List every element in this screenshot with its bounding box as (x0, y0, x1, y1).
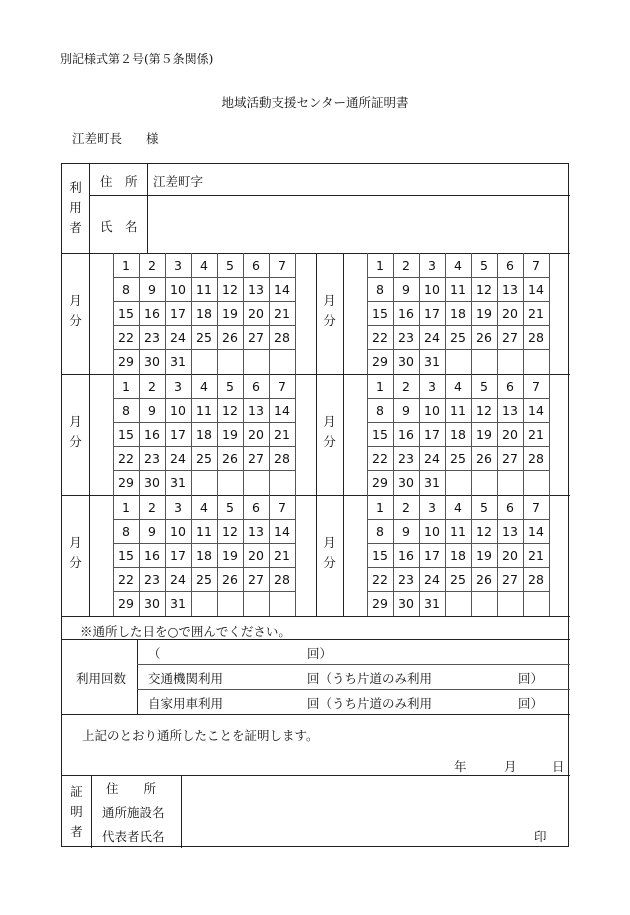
day-cell[interactable]: 11 (196, 403, 212, 418)
day-cell[interactable]: 6 (252, 379, 260, 394)
day-cell[interactable]: 12 (222, 524, 238, 539)
day-cell[interactable]: 7 (278, 258, 286, 273)
day-cell[interactable]: 31 (424, 354, 440, 369)
day-cell[interactable]: 14 (528, 524, 544, 539)
day-cell[interactable]: 6 (506, 258, 514, 273)
day-cell[interactable]: 10 (170, 403, 186, 418)
day-cell[interactable]: 2 (148, 500, 156, 515)
day-cell[interactable]: 7 (278, 379, 286, 394)
day-cell[interactable]: 12 (222, 403, 238, 418)
day-cell[interactable]: 20 (248, 306, 264, 321)
day-cell[interactable]: 31 (424, 475, 440, 490)
certifier-representative-label: 代表者氏名 (102, 829, 165, 844)
day-cell[interactable]: 30 (398, 596, 414, 611)
day-cell[interactable]: 14 (274, 282, 290, 297)
day-cell[interactable]: 25 (196, 451, 212, 466)
day-cell[interactable]: 17 (424, 548, 440, 563)
day-cell[interactable]: 5 (480, 258, 488, 273)
certifier-address-label: 住 所 (106, 781, 157, 796)
day-cell[interactable]: 16 (398, 306, 414, 321)
calendar-area (62, 164, 570, 848)
document-title: 地域活動支援センター通所証明書 (221, 95, 409, 110)
month-label-5[interactable]: 月 分 (69, 535, 82, 570)
usage-row-total-left: （ (148, 646, 161, 661)
day-cell[interactable]: 28 (528, 572, 544, 587)
day-cell[interactable]: 4 (200, 500, 208, 515)
day-cell[interactable]: 15 (118, 306, 134, 321)
day-cell[interactable]: 29 (118, 475, 134, 490)
month-label-4[interactable]: 月 分 (323, 414, 336, 449)
day-cell[interactable]: 25 (450, 451, 466, 466)
day-cell[interactable]: 27 (502, 572, 518, 587)
day-cell[interactable]: 24 (424, 330, 440, 345)
day-cell[interactable]: 21 (274, 427, 290, 442)
day-cell[interactable]: 31 (170, 596, 186, 611)
certificate-form-table (61, 163, 569, 847)
day-cell[interactable]: 19 (476, 548, 492, 563)
day-cell[interactable]: 5 (226, 500, 234, 515)
day-cell[interactable]: 3 (174, 379, 182, 394)
month-label-2[interactable]: 月 分 (323, 293, 336, 328)
day-cell[interactable]: 25 (196, 572, 212, 587)
day-cell[interactable]: 12 (222, 282, 238, 297)
day-cell[interactable]: 4 (200, 379, 208, 394)
day-cell[interactable]: 6 (252, 500, 260, 515)
day-cell[interactable]: 2 (148, 258, 156, 273)
day-cell[interactable]: 14 (274, 524, 290, 539)
day-cell[interactable]: 23 (398, 572, 414, 587)
date-year: 年 (454, 759, 467, 774)
addressee-suffix: 様 (146, 131, 159, 146)
month-label-3[interactable]: 月 分 (69, 414, 82, 449)
day-cell[interactable]: 9 (148, 524, 156, 539)
day-cell[interactable]: 5 (226, 379, 234, 394)
day-cell[interactable]: 2 (402, 258, 410, 273)
day-cell[interactable]: 25 (450, 572, 466, 587)
day-cell[interactable]: 8 (376, 403, 384, 418)
day-cell[interactable]: 30 (144, 475, 160, 490)
day-cell[interactable]: 20 (502, 548, 518, 563)
day-cell[interactable]: 9 (402, 282, 410, 297)
day-cell[interactable]: 18 (450, 306, 466, 321)
day-cell[interactable]: 20 (248, 427, 264, 442)
day-cell[interactable]: 27 (502, 330, 518, 345)
day-cell[interactable]: 21 (528, 427, 544, 442)
day-cell[interactable]: 10 (424, 403, 440, 418)
day-cell[interactable]: 16 (144, 427, 160, 442)
day-cell[interactable]: 6 (506, 379, 514, 394)
usage-count-label: 利用回数 (76, 671, 127, 686)
day-cell[interactable]: 5 (480, 379, 488, 394)
day-cell[interactable]: 3 (428, 500, 436, 515)
day-cell[interactable]: 2 (148, 379, 156, 394)
day-cell[interactable]: 7 (532, 258, 540, 273)
day-cell[interactable]: 8 (376, 524, 384, 539)
day-cell[interactable]: 2 (402, 379, 410, 394)
day-cell[interactable]: 11 (450, 403, 466, 418)
day-cell[interactable]: 21 (274, 306, 290, 321)
day-cell[interactable]: 11 (196, 524, 212, 539)
day-cell[interactable]: 15 (372, 427, 388, 442)
day-cell[interactable]: 23 (144, 451, 160, 466)
day-cell[interactable]: 16 (398, 427, 414, 442)
day-cell[interactable]: 19 (222, 306, 238, 321)
day-cell[interactable]: 18 (196, 427, 212, 442)
seal-mark: 印 (534, 829, 547, 844)
day-cell[interactable]: 7 (532, 500, 540, 515)
day-cell[interactable]: 29 (118, 596, 134, 611)
day-cell[interactable]: 15 (118, 548, 134, 563)
day-cell[interactable]: 12 (476, 282, 492, 297)
day-cell[interactable]: 28 (274, 572, 290, 587)
day-cell[interactable]: 27 (248, 451, 264, 466)
day-cell[interactable]: 26 (222, 330, 238, 345)
day-cell[interactable]: 16 (144, 548, 160, 563)
day-cell[interactable]: 15 (372, 306, 388, 321)
day-cell[interactable]: 18 (196, 306, 212, 321)
day-cell[interactable]: 17 (170, 306, 186, 321)
day-cell[interactable]: 2 (402, 500, 410, 515)
day-cell[interactable]: 1 (376, 379, 384, 394)
day-cell[interactable]: 30 (144, 354, 160, 369)
day-cell[interactable]: 5 (226, 258, 234, 273)
day-cell[interactable]: 23 (398, 330, 414, 345)
day-cell[interactable]: 26 (222, 572, 238, 587)
day-cell[interactable]: 24 (170, 572, 186, 587)
day-cell[interactable]: 9 (148, 282, 156, 297)
day-cell[interactable]: 26 (476, 330, 492, 345)
day-cell[interactable]: 24 (170, 330, 186, 345)
day-cell[interactable]: 1 (122, 258, 130, 273)
day-cell[interactable]: 4 (200, 258, 208, 273)
day-cell[interactable]: 28 (274, 330, 290, 345)
day-cell[interactable]: 10 (170, 524, 186, 539)
usage-row-transit-right: 回） (518, 671, 544, 686)
certifier-label: 証 明 者 (70, 784, 83, 839)
day-cell[interactable]: 9 (402, 403, 410, 418)
date-month: 月 (504, 759, 517, 774)
day-cell[interactable]: 30 (398, 354, 414, 369)
day-cell[interactable]: 19 (222, 427, 238, 442)
day-cell[interactable]: 1 (376, 500, 384, 515)
day-cell[interactable]: 31 (424, 596, 440, 611)
usage-row-car-right: 回） (518, 696, 544, 711)
day-cell[interactable]: 13 (502, 524, 518, 539)
day-cell[interactable]: 7 (532, 379, 540, 394)
day-cell[interactable]: 7 (278, 500, 286, 515)
day-cell[interactable]: 10 (424, 524, 440, 539)
day-cell[interactable]: 13 (248, 524, 264, 539)
day-cell[interactable]: 3 (174, 258, 182, 273)
form-number: 別記様式第２号(第５条関係) (60, 52, 214, 66)
day-cell[interactable]: 14 (528, 282, 544, 297)
day-cell[interactable]: 17 (424, 306, 440, 321)
user-address-label: 住 所 (100, 174, 138, 189)
day-cell[interactable]: 26 (476, 451, 492, 466)
day-cell[interactable]: 28 (528, 330, 544, 345)
day-cell[interactable]: 25 (196, 330, 212, 345)
usage-row-car-left: 自家用車利用 (148, 696, 224, 711)
day-cell[interactable]: 17 (424, 427, 440, 442)
day-cell[interactable]: 27 (248, 572, 264, 587)
day-cell[interactable]: 22 (372, 451, 388, 466)
usage-row-transit-mid: 回（うち片道のみ利用 (307, 671, 433, 686)
month-label-6[interactable]: 月 分 (323, 535, 336, 570)
usage-row-transit-left: 交通機関利用 (148, 671, 224, 686)
user-address-field[interactable]: 江差町字 (153, 174, 204, 189)
addressee-name: 江差町長 (72, 131, 123, 146)
day-cell[interactable]: 13 (248, 282, 264, 297)
day-cell[interactable]: 26 (476, 572, 492, 587)
day-cell[interactable]: 12 (476, 524, 492, 539)
day-cell[interactable]: 29 (372, 475, 388, 490)
day-cell[interactable]: 20 (248, 548, 264, 563)
circle-days-note: ※通所した日を○で囲んでください。 (80, 624, 291, 639)
day-cell[interactable]: 10 (170, 282, 186, 297)
day-cell[interactable]: 8 (122, 282, 130, 297)
usage-row-car-mid: 回（うち片道のみ利用 (307, 696, 433, 711)
day-cell[interactable]: 17 (170, 548, 186, 563)
day-cell[interactable]: 4 (454, 258, 462, 273)
day-cell[interactable]: 19 (476, 427, 492, 442)
day-cell[interactable]: 12 (476, 403, 492, 418)
day-cell[interactable]: 16 (398, 548, 414, 563)
day-cell[interactable]: 3 (174, 500, 182, 515)
day-cell[interactable]: 16 (144, 306, 160, 321)
day-cell[interactable]: 6 (506, 500, 514, 515)
day-cell[interactable]: 24 (170, 451, 186, 466)
day-cell[interactable]: 20 (502, 306, 518, 321)
day-cell[interactable]: 21 (528, 548, 544, 563)
day-cell[interactable]: 9 (402, 524, 410, 539)
day-cell[interactable]: 18 (450, 427, 466, 442)
day-cell[interactable]: 6 (252, 258, 260, 273)
day-cell[interactable]: 27 (502, 451, 518, 466)
user-name-label: 氏 名 (100, 219, 138, 234)
day-cell[interactable]: 14 (528, 403, 544, 418)
day-cell[interactable]: 13 (248, 403, 264, 418)
day-cell[interactable]: 11 (450, 524, 466, 539)
certifier-facility-label: 通所施設名 (102, 805, 165, 820)
addressee (72, 129, 159, 147)
day-cell[interactable]: 14 (274, 403, 290, 418)
day-cell[interactable]: 15 (118, 427, 134, 442)
day-cell[interactable]: 18 (196, 548, 212, 563)
day-cell[interactable]: 18 (450, 548, 466, 563)
day-cell[interactable]: 4 (454, 379, 462, 394)
day-cell[interactable]: 22 (372, 572, 388, 587)
day-cell[interactable]: 23 (144, 572, 160, 587)
day-cell[interactable]: 8 (122, 524, 130, 539)
day-cell[interactable]: 20 (502, 427, 518, 442)
day-cell[interactable]: 22 (118, 572, 134, 587)
day-cell[interactable]: 23 (398, 451, 414, 466)
day-cell[interactable]: 11 (196, 282, 212, 297)
day-cell[interactable]: 26 (222, 451, 238, 466)
day-cell[interactable]: 13 (502, 282, 518, 297)
day-cell[interactable]: 27 (248, 330, 264, 345)
day-cell[interactable]: 1 (122, 500, 130, 515)
day-cell[interactable]: 29 (118, 354, 134, 369)
day-cell[interactable]: 30 (144, 596, 160, 611)
day-cell[interactable]: 29 (372, 596, 388, 611)
day-cell[interactable]: 21 (274, 548, 290, 563)
day-cell[interactable]: 22 (118, 451, 134, 466)
day-cell[interactable]: 11 (450, 282, 466, 297)
day-cell[interactable]: 19 (222, 548, 238, 563)
day-cell[interactable]: 24 (424, 572, 440, 587)
user-label: 利 用 者 (69, 180, 82, 235)
day-cell[interactable]: 3 (428, 258, 436, 273)
day-cell[interactable]: 3 (428, 379, 436, 394)
day-cell[interactable]: 31 (170, 475, 186, 490)
day-cell[interactable]: 28 (274, 451, 290, 466)
day-cell[interactable]: 29 (372, 354, 388, 369)
day-cell[interactable]: 5 (480, 500, 488, 515)
day-cell[interactable]: 8 (122, 403, 130, 418)
day-cell[interactable]: 24 (424, 451, 440, 466)
day-cell[interactable]: 30 (398, 475, 414, 490)
usage-row-total-mid: 回） (307, 646, 333, 661)
day-cell[interactable]: 25 (450, 330, 466, 345)
day-cell[interactable]: 1 (376, 258, 384, 273)
day-cell[interactable]: 21 (528, 306, 544, 321)
month-label-1[interactable]: 月 分 (69, 293, 82, 328)
day-cell[interactable]: 31 (170, 354, 186, 369)
day-cell[interactable]: 15 (372, 548, 388, 563)
day-cell[interactable]: 22 (118, 330, 134, 345)
certification-text: 上記のとおり通所したことを証明します。 (82, 728, 319, 743)
day-cell[interactable]: 22 (372, 330, 388, 345)
date-day: 日 (552, 759, 565, 774)
day-cell[interactable]: 9 (148, 403, 156, 418)
day-cell[interactable]: 28 (528, 451, 544, 466)
day-cell[interactable]: 1 (122, 379, 130, 394)
day-cell[interactable]: 10 (424, 282, 440, 297)
day-cell[interactable]: 17 (170, 427, 186, 442)
day-cell[interactable]: 8 (376, 282, 384, 297)
certifier-info-field[interactable] (182, 776, 569, 847)
day-cell[interactable]: 23 (144, 330, 160, 345)
day-cell[interactable]: 13 (502, 403, 518, 418)
day-cell[interactable]: 19 (476, 306, 492, 321)
day-cell[interactable]: 4 (454, 500, 462, 515)
